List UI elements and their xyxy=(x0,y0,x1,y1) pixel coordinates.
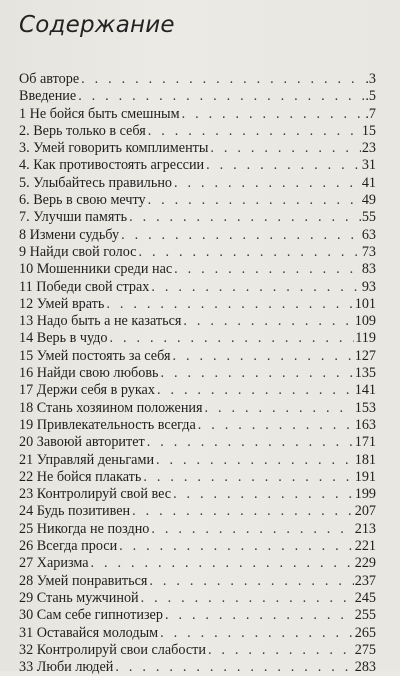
toc-entry-page-number: 181 xyxy=(354,451,376,468)
dot-leader xyxy=(198,417,354,434)
toc-entry-title: 26 Всегда проси xyxy=(19,538,118,555)
toc-entry xyxy=(19,330,376,347)
toc-entry-title: 11 Победи свой страх xyxy=(19,278,150,295)
toc-entry-page-number: .7 xyxy=(365,105,376,122)
toc-entry-title: 5. Улыбайтесь правильно xyxy=(19,174,173,191)
toc-entry xyxy=(19,209,376,226)
toc-entry-page-number: 255 xyxy=(354,607,376,624)
toc-entry xyxy=(19,590,376,607)
toc-entry-page-number: 221 xyxy=(354,538,376,555)
dot-leader xyxy=(174,175,361,192)
dot-leader xyxy=(121,227,361,244)
dot-leader xyxy=(156,452,354,469)
toc-entry xyxy=(19,123,376,140)
toc-entry-title: Об авторе xyxy=(19,71,80,87)
toc-entry-page-number: .3 xyxy=(365,71,376,87)
toc-entry-title: 9 Найди свой голос xyxy=(19,243,137,260)
dot-leader xyxy=(78,88,364,105)
toc-entry-page-number: 135 xyxy=(354,365,376,382)
toc-entry xyxy=(19,538,376,555)
toc-entry-title: 8 Измени судьбу xyxy=(19,226,120,243)
toc-entry-title: 16 Найди свою любовь xyxy=(19,365,159,382)
dot-leader xyxy=(210,140,360,157)
toc-entry-page-number: 191 xyxy=(354,468,376,485)
toc-entry xyxy=(19,469,376,486)
toc-entry-title: 32 Контролируй свои слабости xyxy=(19,641,206,658)
toc-entry xyxy=(19,192,376,209)
toc-entry-title: 31 Оставайся молодым xyxy=(19,624,159,641)
toc-entry-title: 15 Умей постоять за себя xyxy=(19,347,171,364)
dot-leader xyxy=(205,400,354,417)
toc-entry-page-number: 265 xyxy=(354,624,376,641)
toc-entry-page-number: .5 xyxy=(365,88,376,105)
toc-entry xyxy=(19,227,376,244)
dot-leader xyxy=(148,123,361,140)
toc-entry-title: 7. Улучши память xyxy=(19,209,128,226)
dot-leader xyxy=(143,469,353,486)
dot-leader xyxy=(172,348,353,365)
toc-entry-title: 30 Сам себе гипнотизер xyxy=(19,607,163,624)
toc-entry-page-number: 163 xyxy=(354,416,376,433)
toc-entry xyxy=(19,659,376,676)
dot-leader xyxy=(161,365,354,382)
toc-entry-title: 6. Верь в свою мечту xyxy=(19,192,146,209)
toc-entry-page-number: 207 xyxy=(354,503,376,520)
toc-entry-page-number: 283 xyxy=(354,659,376,676)
toc-entry xyxy=(19,71,376,88)
toc-entry xyxy=(19,417,376,434)
toc-entry xyxy=(19,365,376,382)
toc-entry-title: 1 Не бойся быть смешным xyxy=(19,105,180,122)
toc-entry xyxy=(19,157,376,174)
toc-entry-title: 14 Верь в чудо xyxy=(19,330,108,347)
toc-entry xyxy=(19,88,376,105)
toc-entry-page-number: 23 xyxy=(361,140,376,157)
dot-leader xyxy=(110,330,355,347)
toc-entry-page-number: 109 xyxy=(354,313,376,330)
toc-entry-title: 19 Привлекательность всегда xyxy=(19,416,196,433)
toc-entry xyxy=(19,573,376,590)
toc-entry xyxy=(19,296,376,313)
dot-leader xyxy=(132,503,354,520)
toc-entry xyxy=(19,486,376,503)
toc-entry xyxy=(19,625,376,642)
toc-entry xyxy=(19,261,376,278)
toc-entry xyxy=(19,503,376,520)
page-title: Содержание xyxy=(19,12,175,38)
dot-leader xyxy=(91,555,354,572)
toc-entry xyxy=(19,348,376,365)
toc-entry-page-number: 153 xyxy=(354,399,376,416)
toc-entry-page-number: 41 xyxy=(361,174,376,191)
table-of-contents xyxy=(19,71,376,676)
toc-entry xyxy=(19,106,376,123)
toc-entry-page-number: 127 xyxy=(354,347,376,364)
dot-leader xyxy=(173,486,354,503)
dot-leader xyxy=(182,106,365,123)
toc-entry-title: 20 Завоюй авторитет xyxy=(19,434,145,451)
toc-entry xyxy=(19,382,376,399)
toc-entry-page-number: 73 xyxy=(361,243,376,260)
toc-entry-page-number: 101 xyxy=(354,295,376,312)
toc-entry-page-number: 15 xyxy=(361,122,376,139)
toc-entry-title: 18 Стань хозяином положения xyxy=(19,399,203,416)
dot-leader xyxy=(149,573,353,590)
dot-leader xyxy=(129,209,361,226)
dot-leader xyxy=(160,625,354,642)
dot-leader xyxy=(183,313,353,330)
toc-entry-title: 21 Управляй деньгами xyxy=(19,451,155,468)
toc-entry-title: 28 Умей понравиться xyxy=(19,572,148,589)
toc-entry-page-number: 141 xyxy=(354,382,376,399)
dot-leader xyxy=(151,521,353,538)
toc-entry xyxy=(19,244,376,261)
toc-entry xyxy=(19,642,376,659)
dot-leader xyxy=(208,642,354,659)
toc-entry-title: 22 Не бойся плакать xyxy=(19,468,142,485)
dot-leader xyxy=(106,296,353,313)
toc-entry-title: 27 Харизма xyxy=(19,555,89,572)
dot-leader xyxy=(141,590,354,607)
toc-entry xyxy=(19,521,376,538)
toc-entry xyxy=(19,279,376,296)
toc-entry-page-number: 49 xyxy=(361,192,376,209)
toc-entry-title: 24 Будь позитивен xyxy=(19,503,131,520)
dot-leader xyxy=(151,279,360,296)
toc-entry-page-number: 213 xyxy=(354,520,376,537)
toc-entry-page-number: 245 xyxy=(354,589,376,606)
toc-entry-title: 12 Умей врать xyxy=(19,295,105,312)
toc-entry xyxy=(19,555,376,572)
toc-entry-page-number: 83 xyxy=(361,261,376,278)
dot-leader xyxy=(147,434,354,451)
dot-leader xyxy=(157,382,354,399)
toc-entry xyxy=(19,313,376,330)
toc-entry-title: 4. Как противостоять агрессии xyxy=(19,157,205,174)
toc-entry-page-number: 63 xyxy=(361,226,376,243)
toc-entry-title: 23 Контролируй свой вес xyxy=(19,486,172,503)
dot-leader xyxy=(119,538,354,555)
toc-entry xyxy=(19,607,376,624)
dot-leader xyxy=(174,261,361,278)
toc-entry-page-number: 171 xyxy=(354,434,376,451)
dot-leader xyxy=(165,607,354,624)
toc-entry xyxy=(19,434,376,451)
dot-leader xyxy=(148,192,361,209)
dot-leader xyxy=(81,71,364,88)
toc-entry-title: Введение xyxy=(19,88,77,105)
toc-entry xyxy=(19,400,376,417)
toc-entry xyxy=(19,175,376,192)
toc-entry-page-number: 199 xyxy=(354,486,376,503)
toc-entry xyxy=(19,140,376,157)
toc-entry-title: 13 Надо быть а не казаться xyxy=(19,313,182,330)
toc-entry-title: 10 Мошенники среди нас xyxy=(19,261,173,278)
toc-entry-page-number: 237 xyxy=(354,572,376,589)
toc-entry-page-number: 119 xyxy=(355,330,376,347)
dot-leader xyxy=(206,157,361,174)
toc-entry-title: 25 Никогда не поздно xyxy=(19,520,150,537)
dot-leader xyxy=(115,659,353,676)
toc-entry xyxy=(19,452,376,469)
toc-entry-page-number: 55 xyxy=(361,209,376,226)
toc-entry-title: 3. Умей говорить комплименты xyxy=(19,140,209,157)
toc-entry-title: 17 Держи себя в руках xyxy=(19,382,155,399)
toc-entry-title: 2. Верь только в себя xyxy=(19,122,146,139)
toc-entry-title: 33 Люби людей xyxy=(19,659,114,676)
dot-leader xyxy=(138,244,360,261)
toc-entry-page-number: 31 xyxy=(361,157,376,174)
toc-entry-page-number: 229 xyxy=(354,555,376,572)
toc-entry-page-number: 275 xyxy=(354,641,376,658)
toc-entry-title: 29 Стань мужчиной xyxy=(19,589,139,606)
toc-entry-page-number: 93 xyxy=(361,278,376,295)
